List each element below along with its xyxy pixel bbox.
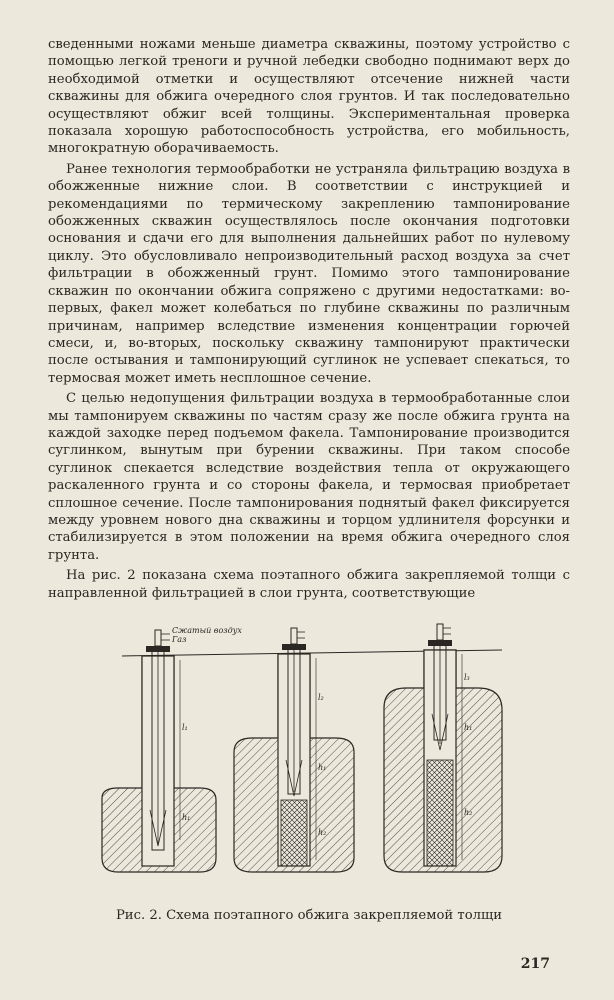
paragraph-3: С целью недопущения фильтрации воздуха в термообработанные слои мы тампонируем скважины по частям сразу же после обжига грунта на каждой заходке перед подъемом факела. Тампонирование производится суглинком, вынутым при бурении скважины. При таком способе суглинок спекается вследствие воздействия тепла от окружающего раскаленного грунта и со стороны факела, и термосвая приобретает сплошное сечение. После тампонирования поднятый факел фиксируется между уровнем нового дна скважины и торцом удлинителя форсунки и стабилизируется в этом положении на время обжига очередного слоя грунта. [48, 391, 570, 563]
page-number: 217 [520, 956, 550, 972]
dim-l1: l₁ [182, 723, 188, 732]
body-text [48, 36, 570, 605]
paragraph-1: сведенными ножами меньше диаметра скважины, поэтому устройство с помощью легкой треноги и ручной лебедки свободно поднимают верх до необходимой отметки и осуществляют отсечение нижней части скважины для обжига очередного слоя грунтов. И так последовательно осуществляют обжиг всей толщины. Экспериментальная проверка показала хорошую работоспособность устройства, его мобильность, многократную оборачиваемость. [48, 37, 570, 157]
dim-h1-well2: h₁ [318, 763, 327, 772]
dim-h2-well3: h₂ [464, 808, 473, 817]
dim-h1-well1: h₁ [182, 813, 191, 822]
dim-h2-well2: h₂ [318, 828, 327, 837]
figure-caption: Рис. 2. Схема поэтапного обжига закрепляемой толщи [115, 908, 503, 923]
dim-h1-well3: h₁ [464, 723, 473, 732]
paragraph-2: Ранее технология термообработки не устраняла фильтрацию воздуха в обожженные нижние слои. В соответствии с инструкцией и рекомендациями по термическому закреплению тампонирование обожженных скважин осуществлялось после окончания подготовки основания и сдачи его для выполнения дальнейших работ по нулевому циклу. Это обусловливало непроизводительный расход воздуха за счет фильтрации в обожженный грунт. Помимо этого тампонирование скважин по окончании обжига сопряжено с другими недостатками: во-первых, факел может колебаться по глубине скважины по различным причинам, например вследствие изменения концентрации горючей смеси, и, во-вторых, поскольку скважину тампонируют практически после остывания и тампонирующий суглинок не успевает спекаться, то термосвая может иметь несплошное сечение. [48, 161, 570, 386]
figure-2-diagram [92, 620, 532, 910]
dim-l3: l₃ [464, 673, 470, 682]
well-stage-2 [234, 628, 354, 872]
dim-l2: l₂ [318, 693, 324, 702]
paragraph-4: На рис. 2 показана схема поэтапного обжига закрепляемой толщи с направленной фильтрацией в слои грунта, соответствующие [48, 568, 570, 601]
label-gas: Газ [172, 635, 187, 644]
well-stage-3 [384, 624, 502, 872]
well-stage-1 [102, 626, 242, 872]
label-compressed-air: Сжатый воздух [172, 626, 242, 635]
